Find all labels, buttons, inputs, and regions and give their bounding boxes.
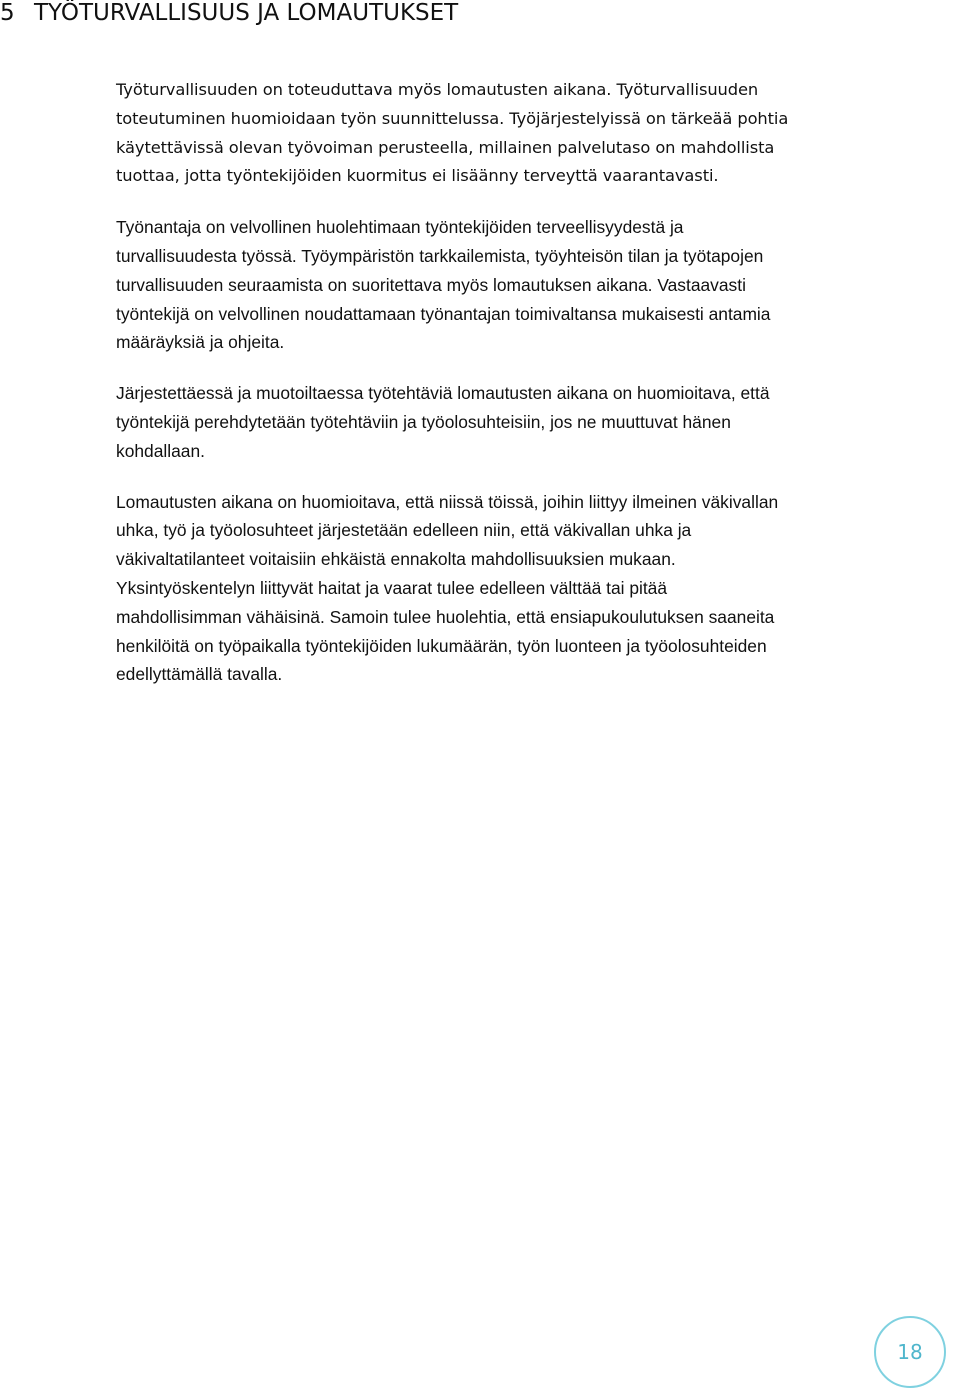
page-number: 18 (897, 1340, 923, 1364)
text-line: Työturvallisuuden on toteuduttava myös lomautusten aikana. Työturvallisuuden (116, 80, 759, 99)
text-line: käytettävissä olevan työvoiman perusteella, millainen palvelutaso on mahdollista (116, 137, 775, 157)
text-line: turvallisuuden seuraamista on suoritettava myös lomautuksen aikana. Vastaavasti (116, 274, 746, 295)
text-line: työntekijä on velvollinen noudattamaan työnantajan toimivaltansa mukaisesti antamia (116, 303, 771, 324)
body-text (116, 76, 876, 711)
section-heading (0, 0, 458, 28)
text-line: työntekijä perehdytetään työtehtäviin ja työolosuhteisiin, jos ne muuttuvat hänen (116, 411, 731, 432)
text-line: kohdallaan. (116, 440, 205, 461)
paragraph-3 (116, 379, 876, 465)
text-line: Työnantaja on velvollinen huolehtimaan työntekijöiden terveellisyydestä ja (116, 217, 684, 238)
section-title: TYÖTURVALLISUUS JA LOMAUTUKSET (34, 0, 459, 26)
paragraph-1 (116, 76, 876, 191)
text-line: toteutuminen huomioidaan työn suunnittelussa. Työjärjestelyissä on tärkeää pohtia (116, 108, 789, 128)
text-line: henkilöitä on työpaikalla työntekijöiden lukumäärän, työn luonteen ja työolosuhteiden (116, 635, 767, 656)
paragraph-4 (116, 488, 876, 690)
text-line: turvallisuudesta työssä. Työympäristön tarkkailemista, työyhteisön tilan ja työtapojen (116, 245, 764, 266)
page-number-badge (874, 1316, 946, 1388)
paragraph-2 (116, 213, 876, 357)
text-line: uhka, työ ja työolosuhteet järjestetään edelleen niin, että väkivallan uhka ja (116, 520, 692, 541)
text-line: määräyksiä ja ohjeita. (116, 332, 285, 353)
text-line: Järjestettäessä ja muotoiltaessa työtehtäviä lomautusten aikana on huomioitava, että (116, 383, 770, 404)
text-line: tuottaa, jotta työntekijöiden kuormitus ei lisäänny terveyttä vaarantavasti. (116, 166, 719, 186)
text-line: Yksintyöskentelyn liittyvät haitat ja vaarat tulee edelleen välttää tai pitää (116, 577, 668, 598)
text-line: mahdollisimman vähäisinä. Samoin tulee huolehtia, että ensiapukoulutuksen saaneita (116, 606, 775, 627)
text-line: Lomautusten aikana on huomioitava, että niissä töissä, joihin liittyy ilmeinen väkivallan (116, 491, 779, 512)
text-line: väkivaltatilanteet voitaisiin ehkäistä ennakolta mahdollisuuksien mukaan. (116, 549, 676, 570)
section-number: 5 (0, 0, 15, 26)
text-line: edellyttämällä tavalla. (116, 664, 283, 685)
